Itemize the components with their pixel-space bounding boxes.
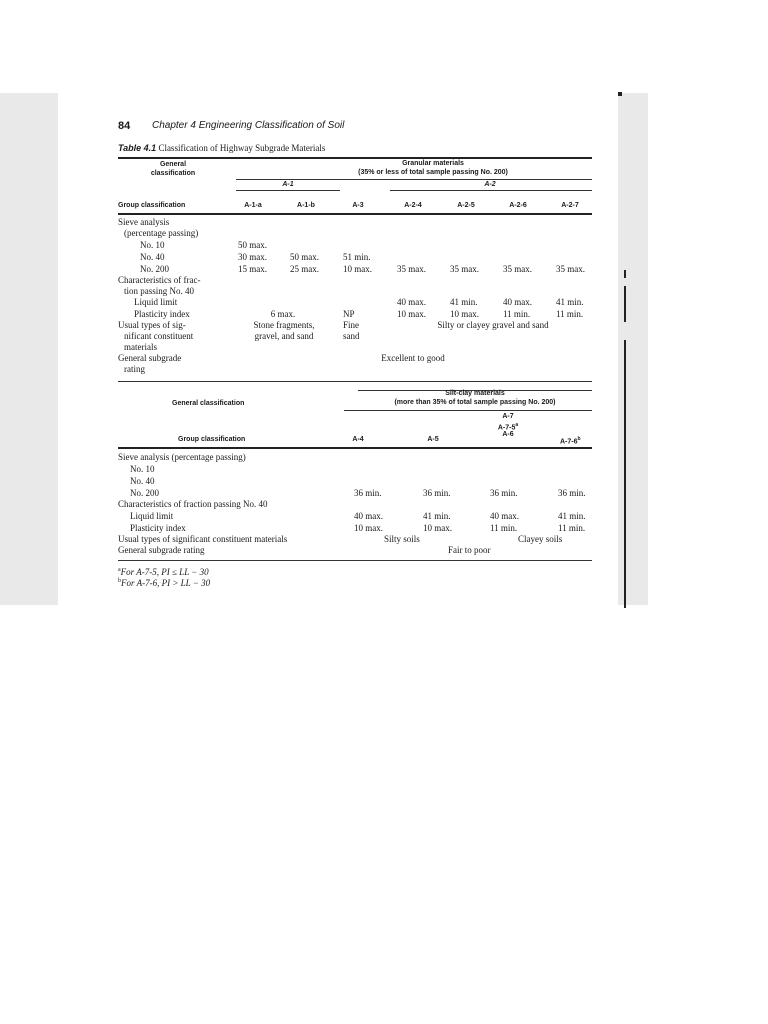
sc-row-liquid-limit: Liquid limit bbox=[130, 511, 174, 521]
a26-ll: 40 max. bbox=[503, 297, 532, 307]
scan-mark bbox=[618, 92, 622, 96]
a27-ll: 41 min. bbox=[556, 297, 584, 307]
a1b-no200: 25 max. bbox=[290, 264, 319, 274]
left-margin-strip bbox=[0, 93, 58, 605]
a3-types: Fine bbox=[343, 320, 360, 330]
granular-subheader-rule bbox=[236, 179, 592, 180]
table-caption bbox=[118, 143, 325, 153]
group-a76 bbox=[560, 436, 581, 445]
siltclay-general-classification: General classification bbox=[172, 400, 245, 407]
a24-pi: 10 max. bbox=[397, 309, 426, 319]
row-usual-types: Usual types of sig- bbox=[118, 320, 186, 330]
a24-no200: 35 max. bbox=[397, 264, 426, 274]
footnote-b bbox=[118, 578, 210, 588]
group-a6: A-6 bbox=[502, 431, 514, 438]
a24-ll: 40 max. bbox=[397, 297, 426, 307]
group-a75-label: A-7-5 bbox=[497, 424, 516, 432]
page-number: 84 bbox=[118, 120, 131, 132]
a6-pi: 11 min. bbox=[490, 523, 518, 533]
a25-pi: 10 max. bbox=[450, 309, 479, 319]
footnote-a bbox=[118, 567, 209, 577]
group-a26: A-2-6 bbox=[509, 202, 527, 209]
row-characteristics-cont: tion passing No. 40 bbox=[124, 286, 195, 296]
a3-pi: NP bbox=[343, 309, 355, 319]
row-percentage-passing: (percentage passing) bbox=[124, 228, 199, 238]
a26-pi: 11 min. bbox=[503, 309, 531, 319]
scan-bar-3 bbox=[624, 340, 626, 608]
a1-types-cont: gravel, and sand bbox=[254, 331, 314, 341]
group-a24: A-2-4 bbox=[404, 202, 422, 209]
granular-subtitle: (35% or less of total sample passing No. 200) bbox=[358, 169, 508, 176]
a3-no200: 10 max. bbox=[343, 264, 372, 274]
sc-row-usual-types: Usual types of significant constituent materials bbox=[118, 534, 288, 544]
a4-pi: 10 max. bbox=[354, 523, 383, 533]
a7-no200: 36 min. bbox=[558, 488, 586, 498]
table-caption-text: Classification of Highway Subgrade Materials bbox=[158, 143, 326, 153]
a25-no200: 35 max. bbox=[450, 264, 479, 274]
a5-ll: 41 min. bbox=[423, 511, 451, 521]
a26-no200: 35 max. bbox=[503, 264, 532, 274]
a1-underline bbox=[236, 190, 340, 191]
sc-row-subgrade-rating: General subgrade rating bbox=[118, 545, 205, 555]
siltclay-subheader-rule bbox=[344, 410, 592, 411]
granular-rating: Excellent to good bbox=[381, 353, 445, 363]
a25-ll: 41 min. bbox=[450, 297, 478, 307]
row-plasticity-index: Plasticity index bbox=[134, 309, 190, 319]
sc-row-no200: No. 200 bbox=[130, 488, 159, 498]
a1-pi: 6 max. bbox=[270, 309, 296, 319]
siltclay-top-rule bbox=[118, 381, 592, 382]
footnote-a-mark: a bbox=[118, 567, 121, 573]
row-usual-types-cont: nificant constituent bbox=[124, 331, 194, 341]
group-a3: A-3 bbox=[352, 202, 364, 209]
siltclay-subtitle: (more than 35% of total sample passing No. 200) bbox=[394, 399, 556, 406]
scan-bar-1 bbox=[624, 270, 626, 278]
group-a76-label: A-7-6 bbox=[560, 438, 578, 446]
a6-no200: 36 min. bbox=[490, 488, 518, 498]
group-a1-label: A-1 bbox=[282, 181, 294, 188]
siltclay-title: Silt-clay materials bbox=[445, 390, 505, 397]
a27-no200: 35 max. bbox=[556, 264, 585, 274]
group-a4: A-4 bbox=[352, 436, 364, 443]
a1-types: Stone fragments, bbox=[253, 320, 315, 330]
group-a76-footnote-mark: b bbox=[577, 436, 581, 442]
table-top-rule bbox=[118, 157, 592, 159]
siltclay-header-bottom-rule bbox=[118, 447, 592, 449]
a5-pi: 10 max. bbox=[423, 523, 452, 533]
clayey-soils: Clayey soils bbox=[518, 534, 563, 544]
group-a1a: A-1-a bbox=[244, 202, 262, 209]
row-subgrade-rating: General subgrade bbox=[118, 353, 182, 363]
a4-no200: 36 min. bbox=[354, 488, 382, 498]
group-a75 bbox=[488, 422, 528, 431]
right-margin-strip bbox=[618, 93, 648, 605]
silty-soils: Silty soils bbox=[384, 534, 420, 544]
sc-row-plasticity-index: Plasticity index bbox=[130, 523, 186, 533]
row-liquid-limit: Liquid limit bbox=[134, 297, 178, 307]
table-label: Table 4.1 bbox=[118, 143, 157, 153]
table-bottom-rule bbox=[118, 560, 592, 561]
a2-underline bbox=[390, 190, 592, 191]
group-a25: A-2-5 bbox=[457, 202, 475, 209]
siltclay-rating: Fair to poor bbox=[448, 545, 491, 555]
siltclay-group-classification: Group classification bbox=[178, 436, 246, 443]
row-no200: No. 200 bbox=[140, 264, 169, 274]
group-a2-label: A-2 bbox=[484, 181, 496, 188]
chapter-title: Chapter 4 Engineering Classification of Soil bbox=[152, 120, 345, 131]
sc-row-no40: No. 40 bbox=[130, 476, 155, 486]
document-page bbox=[58, 93, 618, 605]
a1b-no40: 50 max. bbox=[290, 252, 319, 262]
scan-bar-2 bbox=[624, 286, 626, 322]
a3-types-cont: sand bbox=[343, 331, 360, 341]
sc-row-sieve-analysis: Sieve analysis (percentage passing) bbox=[118, 452, 246, 462]
a2-types: Silty or clayey gravel and sand bbox=[437, 320, 549, 330]
group-a75-footnote-mark: a bbox=[515, 422, 519, 428]
footnote-b-text: For A-7-6, PI > LL − 30 bbox=[121, 578, 211, 588]
a5-no200: 36 min. bbox=[423, 488, 451, 498]
footnote-b-mark: b bbox=[118, 578, 121, 584]
a7-ll: 41 min. bbox=[558, 511, 586, 521]
a1a-no10: 50 max. bbox=[238, 240, 267, 250]
granular-header-bottom-rule bbox=[118, 213, 592, 215]
group-a27: A-2-7 bbox=[561, 202, 579, 209]
sc-row-characteristics: Characteristics of fraction passing No. 40 bbox=[118, 499, 268, 509]
granular-general-classification: General classification bbox=[150, 161, 196, 177]
granular-title: Granular materials bbox=[402, 160, 464, 167]
footnote-a-text: For A-7-5, PI ≤ LL − 30 bbox=[120, 567, 209, 577]
sc-row-no10: No. 10 bbox=[130, 464, 155, 474]
row-sieve-analysis: Sieve analysis bbox=[118, 217, 170, 227]
a3-no40: 51 min. bbox=[343, 252, 371, 262]
a27-pi: 11 min. bbox=[556, 309, 584, 319]
row-no10: No. 10 bbox=[140, 240, 165, 250]
group-a7: A-7 bbox=[502, 413, 514, 420]
a7-pi: 11 min. bbox=[558, 523, 586, 533]
row-characteristics: Characteristics of frac- bbox=[118, 275, 201, 285]
group-a5: A-5 bbox=[427, 436, 439, 443]
row-no40: No. 40 bbox=[140, 252, 165, 262]
a6-ll: 40 max. bbox=[490, 511, 519, 521]
group-a1b: A-1-b bbox=[297, 202, 315, 209]
a1a-no200: 15 max. bbox=[238, 264, 267, 274]
a1a-no40: 30 max. bbox=[238, 252, 267, 262]
a4-ll: 40 max. bbox=[354, 511, 383, 521]
granular-group-classification: Group classification bbox=[118, 202, 186, 209]
row-subgrade-rating-cont: rating bbox=[124, 364, 145, 374]
row-usual-types-cont2: materials bbox=[124, 342, 157, 352]
